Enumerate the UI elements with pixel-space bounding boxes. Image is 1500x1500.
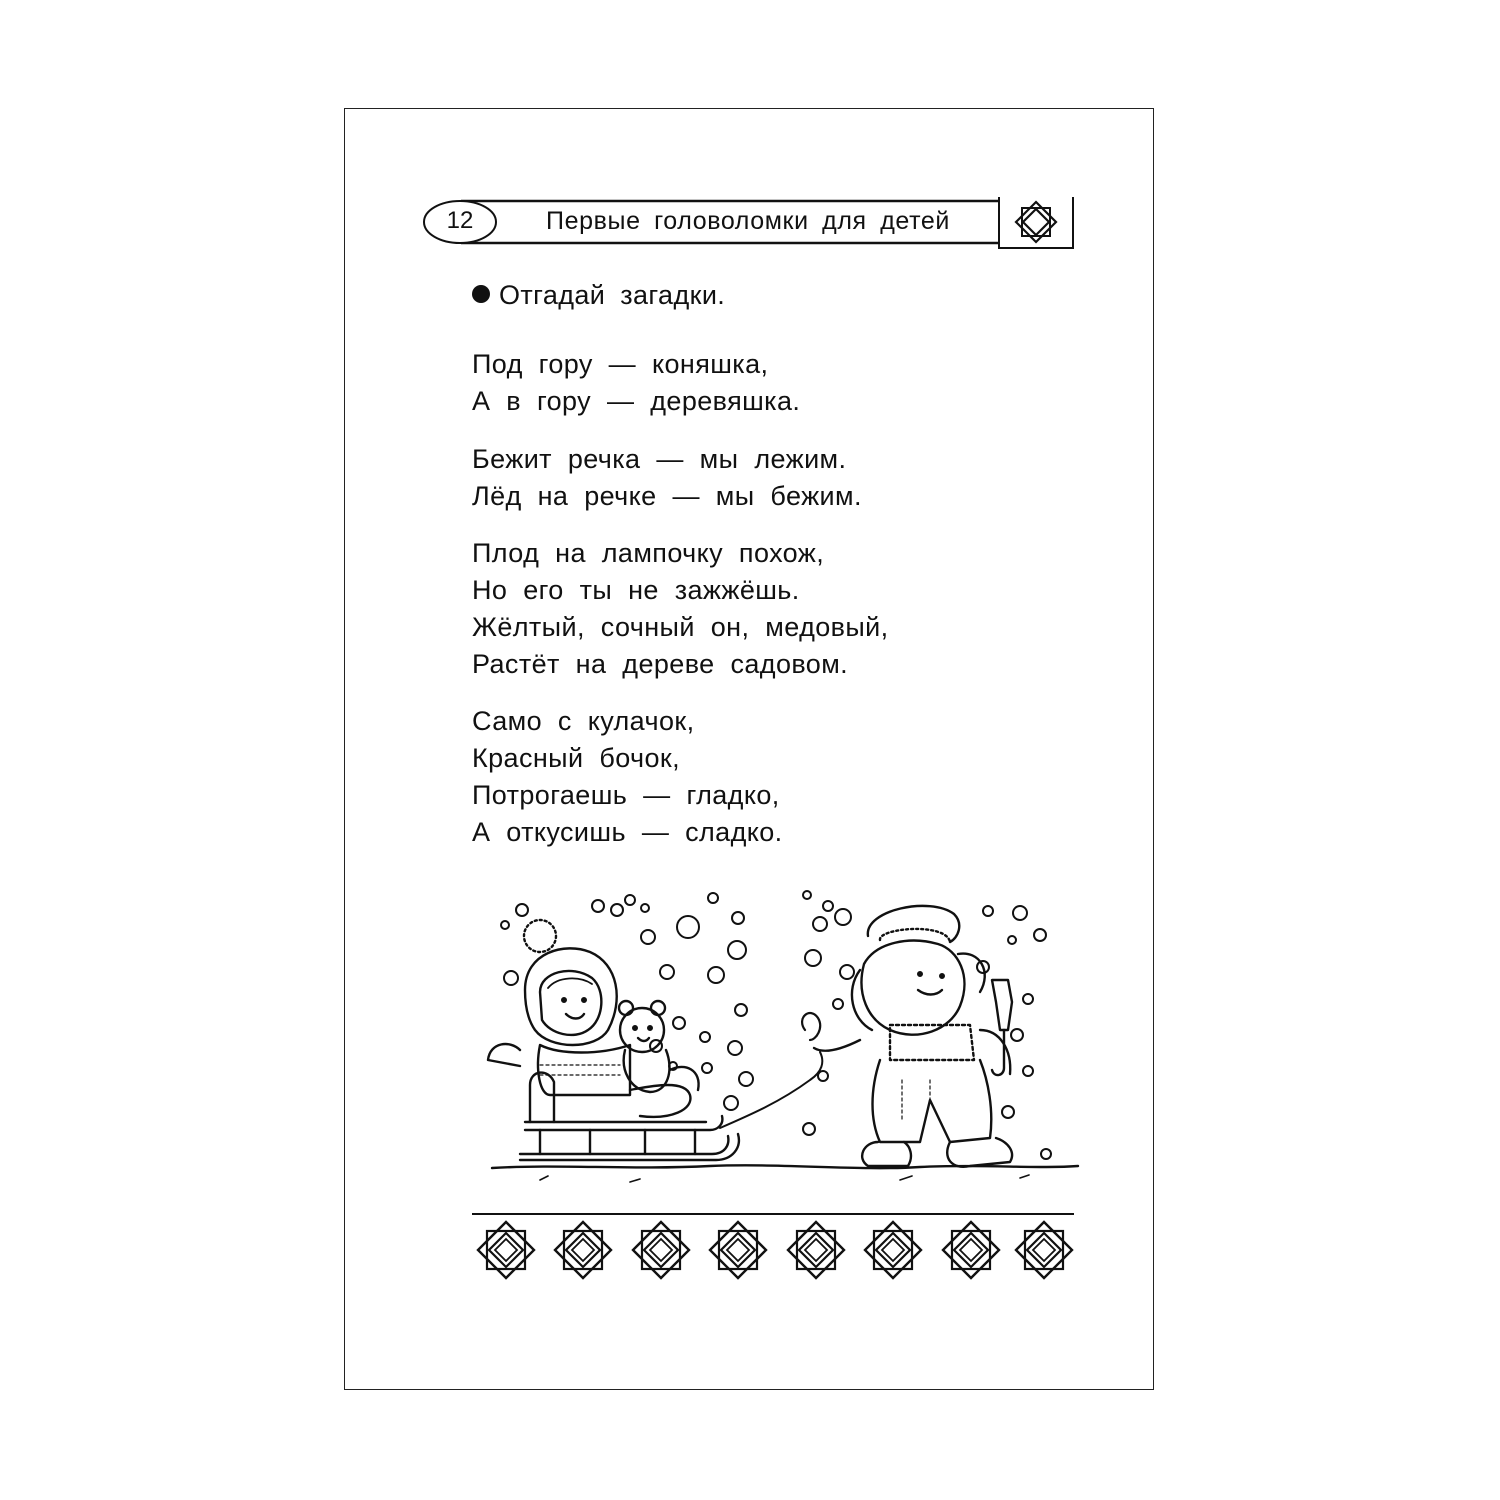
winter-sled-kids-illustration: [480, 880, 1080, 1190]
diamond-ornament-icon: [1016, 1222, 1072, 1278]
diamond-ornament-icon: [478, 1222, 534, 1278]
sled-rope: [720, 1052, 822, 1128]
diamond-ornament-icon: [788, 1222, 844, 1278]
riddle-line: Бежит речка — мы лежим.: [472, 444, 847, 474]
child-on-sled: [488, 920, 699, 1117]
riddle-4: [472, 703, 783, 851]
riddle-line: Под гору — коняшка,: [472, 349, 769, 379]
riddle-line: Потрогаешь — гладко,: [472, 780, 780, 810]
riddle-1: [472, 346, 800, 420]
riddle-line: Но его ты не зажжёшь.: [472, 575, 800, 605]
child-walking: [814, 906, 1012, 1167]
bullet-dot-icon: [472, 285, 490, 303]
diamond-ornament-icon: [943, 1222, 999, 1278]
footer-rule: [472, 1213, 1074, 1215]
running-title: Первые головоломки для детей: [546, 207, 950, 235]
diamond-ornament-icon: [633, 1222, 689, 1278]
riddle-line: А в гору — деревяшка.: [472, 386, 801, 416]
riddle-line: А откусишь — сладко.: [472, 817, 783, 847]
ground-line: [492, 1165, 1078, 1168]
riddle-line: Жёлтый, сочный он, медовый,: [472, 612, 889, 642]
riddle-line: Плод на лампочку похож,: [472, 538, 825, 568]
riddle-line: Растёт на дереве садовом.: [472, 649, 849, 679]
riddle-line: Само с кулачок,: [472, 706, 695, 736]
task-heading: [472, 280, 725, 311]
footer-ornament-row: [470, 1218, 1080, 1282]
riddle-line: Лёд на речке — мы бежим.: [472, 481, 862, 511]
diamond-ornament-icon: [555, 1222, 611, 1278]
diamond-ornament-icon: [865, 1222, 921, 1278]
riddle-line: Красный бочок,: [472, 743, 681, 773]
riddle-3: [472, 535, 889, 683]
riddle-2: [472, 441, 862, 515]
page-number: 12: [446, 207, 474, 234]
task-text: Отгадай загадки.: [499, 280, 726, 310]
diamond-ornament-icon: [710, 1222, 766, 1278]
